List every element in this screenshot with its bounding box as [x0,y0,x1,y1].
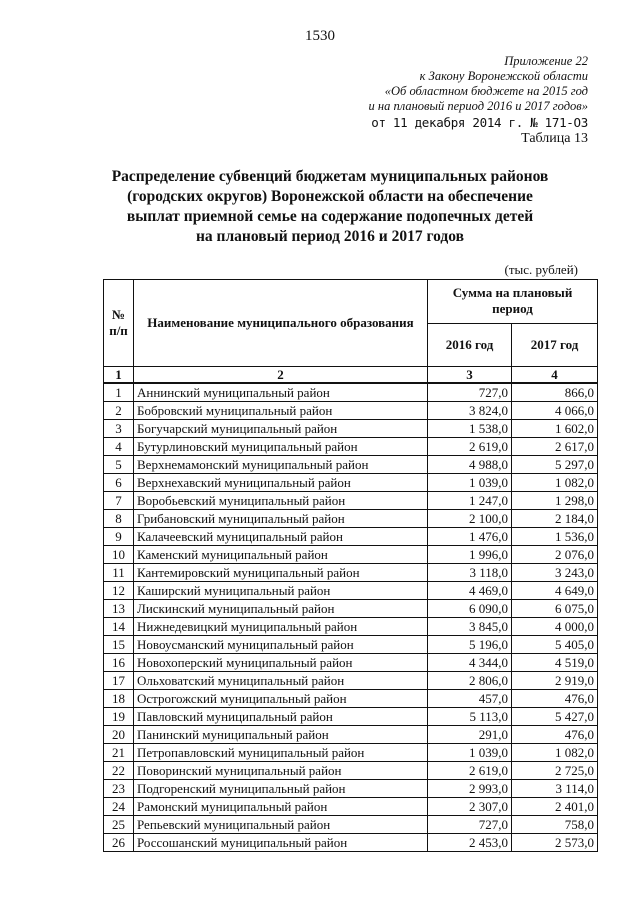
district-name: Лискинский муниципальный район [134,600,428,618]
row-number: 19 [104,708,134,726]
amount-2016: 4 469,0 [428,582,512,600]
amount-2016: 2 806,0 [428,672,512,690]
district-name: Каширский муниципальный район [134,582,428,600]
district-name: Богучарский муниципальный район [134,420,428,438]
row-number: 5 [104,456,134,474]
amount-2017: 1 082,0 [512,744,598,762]
header-name: Наименование муниципального образования [134,280,428,367]
table-row [104,564,598,582]
row-number: 4 [104,438,134,456]
row-number: 6 [104,474,134,492]
amount-2017: 4 000,0 [512,618,598,636]
district-name: Нижнедевицкий муниципальный район [134,618,428,636]
amount-2017: 866,0 [512,383,598,402]
amount-2016: 2 100,0 [428,510,512,528]
table-row [104,582,598,600]
row-number: 10 [104,546,134,564]
district-name: Воробьевский муниципальный район [134,492,428,510]
amount-2016: 2 307,0 [428,798,512,816]
row-number: 9 [104,528,134,546]
table-row [104,834,598,852]
amount-2016: 6 090,0 [428,600,512,618]
amount-2016: 1 247,0 [428,492,512,510]
amount-2017: 2 573,0 [512,834,598,852]
amount-2016: 1 039,0 [428,744,512,762]
table-row [104,744,598,762]
units-label: (тыс. рублей) [504,262,578,277]
row-number: 14 [104,618,134,636]
amount-2017: 1 298,0 [512,492,598,510]
row-number: 18 [104,690,134,708]
amount-2016: 3 118,0 [428,564,512,582]
amount-2017: 2 184,0 [512,510,598,528]
table-label: Таблица 13 [521,131,588,146]
page-number: 1530 [305,28,335,44]
table-row [104,762,598,780]
amount-2017: 476,0 [512,690,598,708]
table-row [104,798,598,816]
document-title [60,167,600,247]
table-row [104,474,598,492]
row-number: 1 [104,383,134,402]
row-number: 13 [104,600,134,618]
district-name: Верхнехавский муниципальный район [134,474,428,492]
appendix-line: Приложение 22 [504,54,588,68]
table-row [104,672,598,690]
district-name: Каменский муниципальный район [134,546,428,564]
amount-2016: 2 993,0 [428,780,512,798]
amount-2016: 5 113,0 [428,708,512,726]
district-name: Петропавловский муниципальный район [134,744,428,762]
table-row [104,654,598,672]
amount-2016: 1 996,0 [428,546,512,564]
district-name: Бутурлиновский муниципальный район [134,438,428,456]
table-row [104,600,598,618]
table-row [104,510,598,528]
district-name: Бобровский муниципальный район [134,402,428,420]
law-reference: от 11 декабря 2014 г. № 171-ОЗ [371,115,588,130]
row-number: 15 [104,636,134,654]
amount-2017: 6 075,0 [512,600,598,618]
column-index: 2 [134,367,428,384]
amount-2017: 758,0 [512,816,598,834]
row-number: 17 [104,672,134,690]
district-name: Россошанский муниципальный район [134,834,428,852]
amount-2017: 476,0 [512,726,598,744]
title-line: (городских округов) Воронежской области на обеспечение [127,188,533,205]
amount-2016: 2 453,0 [428,834,512,852]
amount-2017: 4 066,0 [512,402,598,420]
amount-2016: 1 039,0 [428,474,512,492]
column-index-row [104,367,598,384]
row-number: 23 [104,780,134,798]
table-row [104,816,598,834]
table-row [104,636,598,654]
amount-2017: 1 602,0 [512,420,598,438]
amount-2017: 5 427,0 [512,708,598,726]
appendix-line: и на плановый период 2016 и 2017 годов» [368,99,588,113]
amount-2016: 4 344,0 [428,654,512,672]
row-number: 7 [104,492,134,510]
amount-2017: 5 297,0 [512,456,598,474]
amount-2017: 1 082,0 [512,474,598,492]
row-number: 26 [104,834,134,852]
district-name: Верхнемамонский муниципальный район [134,456,428,474]
row-number: 16 [104,654,134,672]
title-line: на плановый период 2016 и 2017 годов [196,228,464,245]
row-number: 21 [104,744,134,762]
amount-2017: 1 536,0 [512,528,598,546]
row-number: 12 [104,582,134,600]
district-name: Аннинский муниципальный район [134,383,428,402]
row-number: 3 [104,420,134,438]
table-row [104,402,598,420]
amount-2017: 2 617,0 [512,438,598,456]
amount-2017: 2 401,0 [512,798,598,816]
header-year-2016: 2016 год [428,323,512,367]
appendix-line: «Об областном бюджете на 2015 год [384,84,588,98]
amount-2017: 3 243,0 [512,564,598,582]
title-line: выплат приемной семье на содержание подопечных детей [126,208,534,225]
table-row [104,546,598,564]
header-sum: Сумма на плановый период [428,280,598,324]
subvention-table [103,279,598,852]
header-year-2017: 2017 год [512,323,598,367]
district-name: Грибановский муниципальный район [134,510,428,528]
table-row [104,383,598,402]
district-name: Павловский муниципальный район [134,708,428,726]
amount-2016: 5 196,0 [428,636,512,654]
amount-2017: 2 076,0 [512,546,598,564]
amount-2016: 1 538,0 [428,420,512,438]
district-name: Рамонский муниципальный район [134,798,428,816]
row-number: 20 [104,726,134,744]
appendix-header [369,54,588,147]
amount-2016: 4 988,0 [428,456,512,474]
table-row [104,690,598,708]
district-name: Калачеевский муниципальный район [134,528,428,546]
amount-2016: 2 619,0 [428,762,512,780]
district-name: Ольховатский муниципальный район [134,672,428,690]
row-number: 8 [104,510,134,528]
row-number: 11 [104,564,134,582]
amount-2016: 727,0 [428,816,512,834]
district-name: Новохоперский муниципальный район [134,654,428,672]
amount-2017: 4 649,0 [512,582,598,600]
row-number: 24 [104,798,134,816]
header-number: № п/п [104,280,134,367]
district-name: Подгоренский муниципальный район [134,780,428,798]
row-number: 2 [104,402,134,420]
amount-2016: 457,0 [428,690,512,708]
amount-2016: 3 845,0 [428,618,512,636]
district-name: Новоусманский муниципальный район [134,636,428,654]
column-index: 1 [104,367,134,384]
title-line: Распределение субвенций бюджетам муниципальных районов [111,168,549,185]
table-row [104,708,598,726]
row-number: 22 [104,762,134,780]
amount-2016: 1 476,0 [428,528,512,546]
table-row [104,780,598,798]
district-name: Поворинский муниципальный район [134,762,428,780]
district-name: Панинский муниципальный район [134,726,428,744]
amount-2016: 291,0 [428,726,512,744]
amount-2016: 3 824,0 [428,402,512,420]
amount-2017: 3 114,0 [512,780,598,798]
row-number: 25 [104,816,134,834]
table-row [104,420,598,438]
amount-2016: 727,0 [428,383,512,402]
table-row [104,492,598,510]
column-index: 4 [512,367,598,384]
table-row [104,438,598,456]
table-row [104,618,598,636]
table-row [104,528,598,546]
district-name: Кантемировский муниципальный район [134,564,428,582]
amount-2016: 2 619,0 [428,438,512,456]
amount-2017: 2 725,0 [512,762,598,780]
amount-2017: 2 919,0 [512,672,598,690]
appendix-line: к Закону Воронежской области [419,69,588,83]
amount-2017: 4 519,0 [512,654,598,672]
column-index: 3 [428,367,512,384]
table-row [104,456,598,474]
district-name: Острогожский муниципальный район [134,690,428,708]
district-name: Репьевский муниципальный район [134,816,428,834]
amount-2017: 5 405,0 [512,636,598,654]
table-row [104,726,598,744]
